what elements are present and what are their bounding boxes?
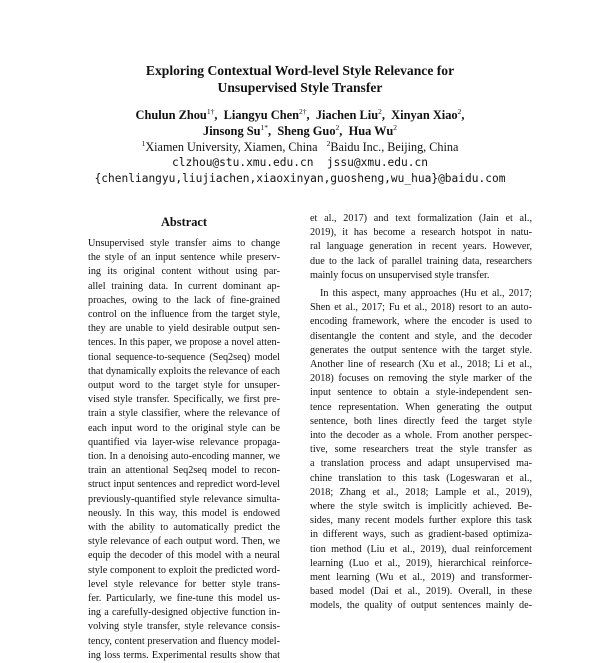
intro-body bbox=[310, 212, 532, 614]
text-line: chine translation to this task (Logeswaran et al., bbox=[310, 472, 532, 484]
text-line: where the style switch is implicitly achieved. Be- bbox=[310, 501, 532, 513]
author-sup: 2 bbox=[457, 107, 462, 116]
author-name: Chulun Zhou bbox=[135, 108, 207, 122]
text-line: input sentence to obtain a style-independent sen- bbox=[310, 387, 532, 399]
text-line: the style of an input sentence while preserv- bbox=[88, 252, 280, 264]
text-line: generates the output sentence with the target style. bbox=[310, 344, 532, 356]
author-sup: 1† bbox=[206, 107, 215, 116]
text-line: level style relevance for better style trans- bbox=[88, 578, 280, 590]
affil-sup: 1 bbox=[141, 139, 146, 148]
text-line: style relevance of each output word. Then, we bbox=[88, 536, 280, 548]
text-line: learning (Luo et al., 2019), hierarchical reinforce- bbox=[310, 557, 532, 569]
author-name: Liangyu Chen bbox=[223, 108, 300, 122]
author-name: Sheng Guo bbox=[277, 124, 336, 138]
text-line: allel training data. In current dominant ap- bbox=[88, 280, 280, 292]
text-line: proaches, owing to the lack of fine-grained bbox=[88, 294, 280, 306]
text-line: sides, many recent models further explore this task bbox=[310, 515, 532, 527]
author-sup: 2 bbox=[393, 123, 397, 132]
text-line: 2018) focuses on removing the style marker of the bbox=[310, 373, 532, 385]
text-line: models, the quality of output sentences mainly de- bbox=[310, 600, 532, 612]
text-line: style component to exploit the predicted word- bbox=[88, 564, 280, 576]
text-line: in different ways, such as gradient-based optimiza- bbox=[310, 529, 532, 541]
text-line: struct input sentences and repredict word-level bbox=[88, 479, 280, 491]
text-line: Shen et al., 2017; Fu et al., 2018) resort to an auto- bbox=[310, 302, 532, 314]
text-line: due to the lack of parallel training data, researchers bbox=[310, 255, 532, 267]
text-line: ing its original content without using par- bbox=[88, 266, 280, 278]
abstract-body bbox=[88, 237, 280, 663]
text-line: ral language generation in recent years. However, bbox=[310, 241, 532, 253]
text-line: train a style classifier, where the relevance of bbox=[88, 408, 280, 420]
author-list bbox=[60, 107, 540, 139]
text-line: 2018; Zhang et al., 2018; Lample et al., 2019), bbox=[310, 486, 532, 498]
text-line: control on the influence from the target style, bbox=[88, 309, 280, 321]
email-line: clzhou@stu.xmu.edu.cn jssu@xmu.edu.cn bbox=[172, 156, 428, 169]
paper-title bbox=[60, 62, 540, 96]
text-line: previously-quantified style relevance simulta- bbox=[88, 493, 280, 505]
affiliation: Baidu Inc., Beijing, China bbox=[330, 140, 459, 154]
email-line: {chenliangyu,liujiachen,xiaoxinyan,guosheng,wu_hua}@baidu.com bbox=[94, 172, 506, 185]
abstract-heading: Abstract bbox=[160, 215, 208, 229]
text-line: a translation process and adapt unsupervised ma- bbox=[310, 458, 532, 470]
text-line: volving style transfer, style relevance consis- bbox=[88, 621, 280, 633]
text-line: tion. In a denoising auto-encoding manner, we bbox=[88, 451, 280, 463]
text-line: sentence, both lines directly feed the target style bbox=[310, 415, 532, 427]
author-sup: 2 bbox=[335, 123, 340, 132]
author-name: Xinyan Xiao bbox=[391, 108, 458, 122]
author-sup: 2† bbox=[299, 107, 307, 116]
author-sup: 1* bbox=[260, 123, 269, 132]
text-line: fer. Particularly, we fine-tune this model us- bbox=[88, 593, 280, 605]
author-name: Jinsong Su bbox=[203, 124, 261, 138]
text-line: ing loss terms. Experimental results show that bbox=[88, 649, 280, 661]
title-line: Exploring Contextual Word-level Style Relevance for bbox=[145, 63, 455, 78]
text-line: quantified via layer-wise relevance propaga- bbox=[88, 436, 280, 448]
text-line: ment learning (Wu et al., 2019) and transformer- bbox=[310, 572, 532, 584]
text-line: tion method (Liu et al., 2019), dual reinforcement bbox=[310, 543, 532, 555]
text-line: neously. In this way, this model is endowed bbox=[88, 507, 280, 519]
author-line: Chulun Zhou$^{1\dagger}$, Liangyu Chen$^{2\dagger}$, Jiachen Liu$^2$, Xinyan Xiao$^2$, bbox=[135, 107, 465, 122]
text-line: tive, some researchers treat the style transfer as bbox=[310, 444, 532, 456]
text-line: Another line of research (Xu et al., 2018; Li et al., bbox=[310, 359, 532, 371]
text-line: Unsupervised style transfer aims to change bbox=[88, 238, 280, 249]
text-line: In this aspect, many approaches (Hu et al., 2017; bbox=[320, 288, 532, 300]
author-line: Jinsong $Su^{1*}$, Sheng Guo$^2$, Hua Wu$^2$ bbox=[203, 123, 397, 138]
text-line: train an attentional Seq2seq model to recon- bbox=[88, 465, 280, 477]
text-line: mainly focus on unsupervised style transfer. bbox=[310, 269, 490, 281]
title-line: Unsupervised Style Transfer bbox=[217, 80, 383, 95]
text-line: tional sequence-to-sequence (Seq2seq) model bbox=[88, 351, 280, 363]
text-line: they are unable to yield desirable output sen- bbox=[88, 323, 280, 335]
text-line: with the ability to automatically predict the bbox=[88, 522, 280, 534]
text-line: tence representation. When generating the output bbox=[310, 401, 532, 413]
text-line: output word to the target style for unsuper- bbox=[88, 380, 280, 392]
affil-sup: 2 bbox=[326, 139, 331, 148]
text-line: each input word to the original style can be bbox=[88, 422, 280, 434]
author-sup: 2 bbox=[378, 107, 382, 116]
text-line: vised style transfer. Specifically, we first pre- bbox=[88, 394, 280, 406]
affiliation: Xiamen University, Xiamen, China bbox=[145, 140, 318, 154]
text-line: based model (Dai et al., 2019). Overall, in these bbox=[310, 586, 532, 598]
text-line: ing a carefully-designed objective function in- bbox=[88, 607, 280, 619]
author-emails bbox=[20, 155, 580, 187]
text-line: encoding framework, where the encoder is used to bbox=[310, 316, 532, 328]
text-line: into the decoder as a whole. From another perspec- bbox=[310, 430, 532, 442]
affiliations bbox=[60, 140, 540, 155]
text-line: tency, content preservation and fluency model- bbox=[88, 635, 280, 647]
text-line: that dynamically exploits the relevance of each bbox=[88, 365, 280, 377]
text-line: tences. In this paper, we propose a novel atten- bbox=[88, 337, 280, 349]
text-line: et al., 2017) and text formalization (Jain et al., bbox=[310, 213, 532, 224]
text-line: 2019), it has become a research hotspot in natu- bbox=[310, 227, 532, 239]
author-name: Hua Wu bbox=[348, 124, 394, 138]
text-line: equip the decoder of this model with a neural bbox=[88, 550, 280, 562]
author-name: Jiachen Liu bbox=[315, 108, 379, 122]
text-line: disentangle the content and style, and the decoder bbox=[310, 330, 532, 342]
